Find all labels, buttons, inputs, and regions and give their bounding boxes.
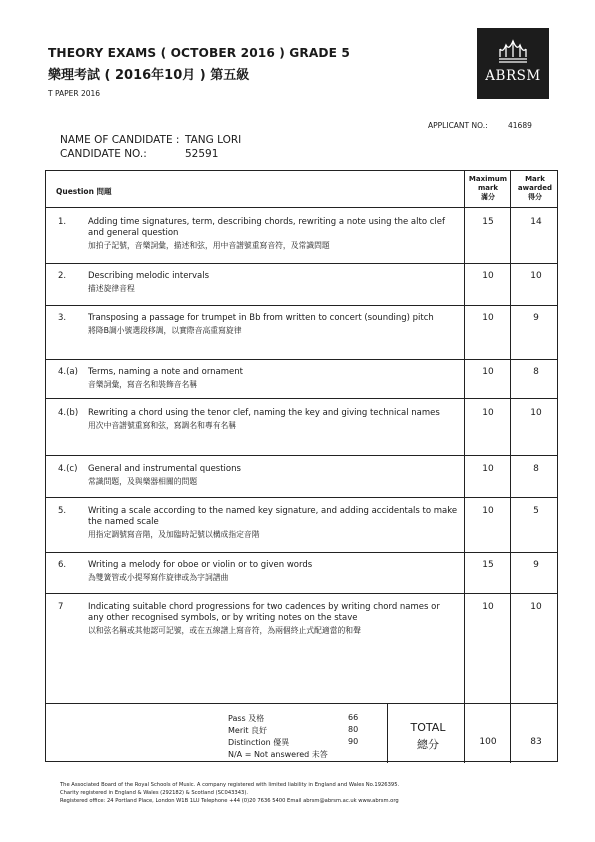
question-number: 4.(b)	[58, 408, 79, 418]
question-text-en: Writing a scale according to the named key signature, and adding accidentals to make the named scale	[88, 506, 458, 527]
max-mark: 10	[482, 313, 494, 323]
question-text-en: Rewriting a chord using the tenor clef, naming the key and giving technical names	[88, 408, 440, 418]
max-header-line: 滿分	[481, 193, 495, 201]
question-text-en: Writing a melody for oboe or violin or to given words	[88, 560, 313, 570]
candidate-name-value: TANG LORI	[185, 134, 242, 146]
question-description	[88, 408, 458, 431]
grade-boundary	[228, 737, 359, 748]
max-mark: 10	[482, 506, 494, 516]
grade-boundary	[228, 749, 328, 760]
question-description	[88, 367, 458, 390]
max-mark: 10	[482, 367, 494, 377]
question-description	[88, 271, 458, 294]
question-text-zh: 加拍子記號，音樂詞彙，描述和弦，用中音譜號重寫音符，及常識問題	[88, 241, 330, 250]
mark-awarded: 14	[530, 217, 542, 227]
applicant-label: APPLICANT NO.:	[428, 121, 488, 130]
question-text-en: Transposing a passage for trumpet in Bb from written to concert (sounding) pitch	[88, 313, 434, 323]
grade-label: Pass 及格	[228, 714, 265, 723]
applicant-value: 41689	[508, 121, 532, 130]
logo-text: ABRSM	[485, 68, 541, 84]
max-mark: 15	[482, 217, 494, 227]
exam-title: THEORY EXAMS ( OCTOBER 2016 ) GRADE 5	[48, 46, 350, 60]
marks-sheet	[45, 170, 558, 762]
mark-awarded-header	[512, 175, 558, 202]
mark-awarded: 10	[530, 271, 542, 281]
grade-boundary	[228, 713, 359, 724]
footer-line: Registered office: 24 Portland Place, London W1B 1LU Telephone +44 (0)20 7636 5400 Email abrsm@abrsm.ac.uk www.abrsm.org	[60, 798, 399, 804]
mark-awarded: 8	[533, 464, 539, 474]
total-mark-awarded: 83	[530, 737, 542, 747]
max-header-line: mark	[477, 184, 499, 192]
question-number: 4.(a)	[58, 367, 78, 377]
crown-icon	[496, 38, 530, 64]
row-divider	[46, 263, 557, 264]
grade-label: Distinction 優異	[228, 738, 290, 747]
row-divider	[46, 703, 557, 704]
mark-awarded: 8	[533, 367, 539, 377]
max-mark: 10	[482, 271, 494, 281]
row-divider	[46, 497, 557, 498]
question-number: 4.(c)	[58, 464, 78, 474]
candidate-name-label: NAME OF CANDIDATE :	[60, 134, 180, 146]
question-text-zh: 為雙簧管或小提琴寫作旋律或為字詞譜曲	[88, 573, 229, 582]
row-divider	[46, 455, 557, 456]
question-text-en: General and instrumental questions	[88, 464, 241, 474]
max-mark-header	[466, 175, 510, 202]
grade-label: N/A = Not answered 未答	[228, 750, 328, 759]
grade-label: Merit 良好	[228, 726, 268, 735]
footer-line: Charity registered in England & Wales (292182) & Scotland (SC043343).	[60, 790, 248, 796]
mark-awarded: 10	[530, 408, 542, 418]
max-mark: 10	[482, 408, 494, 418]
question-number: 5.	[58, 506, 67, 516]
question-description	[88, 217, 458, 251]
column-divider	[510, 171, 511, 763]
candidate-number-label: CANDIDATE NO.:	[60, 148, 147, 160]
question-text-zh: 描述旋律音程	[88, 284, 135, 293]
question-column-header: Question 問題	[56, 187, 112, 196]
column-divider	[464, 703, 465, 763]
grade-boundary	[228, 725, 359, 736]
exam-title-chinese: 樂理考試 ( 2016年10月 ) 第五級	[48, 68, 250, 83]
mark-awarded: 10	[530, 602, 542, 612]
column-divider	[464, 171, 465, 703]
row-divider	[46, 552, 557, 553]
candidate-number-value: 52591	[185, 148, 219, 160]
mark-awarded: 5	[533, 506, 539, 516]
max-mark: 10	[482, 464, 494, 474]
question-description	[88, 313, 458, 336]
candidate-name	[60, 134, 242, 146]
applicant-number	[428, 121, 532, 130]
question-text-en: Indicating suitable chord progressions for two cadences by writing chord names or any other recognised symbols, or by writing notes on the stave	[88, 602, 440, 623]
question-text-zh: 將降B調小號選段移調，以實際音高重寫旋律	[88, 326, 242, 335]
question-number: 7	[58, 602, 64, 612]
question-number: 1.	[58, 217, 67, 227]
grade-value: 66	[348, 713, 359, 722]
question-text-zh: 音樂詞彙，寫音名和裝飾音名稱	[88, 380, 198, 389]
mark-awarded: 9	[533, 313, 539, 323]
abrsm-logo	[477, 28, 549, 99]
question-description	[88, 464, 458, 487]
question-description	[88, 506, 458, 540]
row-divider	[46, 593, 557, 594]
question-text-en: Describing melodic intervals	[88, 271, 210, 281]
row-divider	[46, 359, 557, 360]
footer-line: The Associated Board of the Royal Schools of Music. A company registered with limited liability in England and Wales No.1926395.	[60, 782, 400, 788]
question-description	[88, 560, 458, 583]
question-text-en: Adding time signatures, term, describing chords, rewriting a note using the alto clef and general question	[88, 217, 445, 238]
grade-value: 80	[348, 725, 359, 734]
max-header-line: Maximum	[468, 175, 508, 183]
column-divider	[387, 703, 388, 763]
question-text-en: Terms, naming a note and ornament	[88, 367, 243, 377]
total-label-zh: 總分	[417, 738, 439, 751]
question-number: 2.	[58, 271, 67, 281]
question-text-zh: 用次中音譜號重寫和弦，寫調名和專有名稱	[88, 421, 237, 430]
row-divider	[46, 207, 557, 208]
row-divider	[46, 305, 557, 306]
awarded-header-line: awarded	[517, 184, 553, 192]
total-label	[398, 721, 458, 752]
awarded-header-line: Mark	[525, 175, 545, 183]
question-number: 3.	[58, 313, 67, 323]
max-mark: 15	[482, 560, 494, 570]
question-description	[88, 602, 458, 636]
total-label-en: TOTAL	[410, 721, 446, 734]
row-divider	[46, 398, 557, 399]
grade-value: 90	[348, 737, 359, 746]
question-text-zh: 常識問題，及與樂器相關的問題	[88, 477, 198, 486]
max-mark: 10	[482, 602, 494, 612]
mark-awarded: 9	[533, 560, 539, 570]
total-max-mark: 100	[479, 737, 497, 747]
question-text-zh: 用指定調號寫音階，及加臨時記號以構成指定音階	[88, 530, 260, 539]
candidate-number	[60, 148, 219, 160]
awarded-header-line: 得分	[528, 193, 542, 201]
paper-code: T PAPER 2016	[48, 89, 101, 98]
question-text-zh: 以和弦名稱或其他認可記號，或在五線譜上寫音符，為兩個終止式配適當的和聲	[88, 626, 361, 635]
question-number: 6.	[58, 560, 67, 570]
